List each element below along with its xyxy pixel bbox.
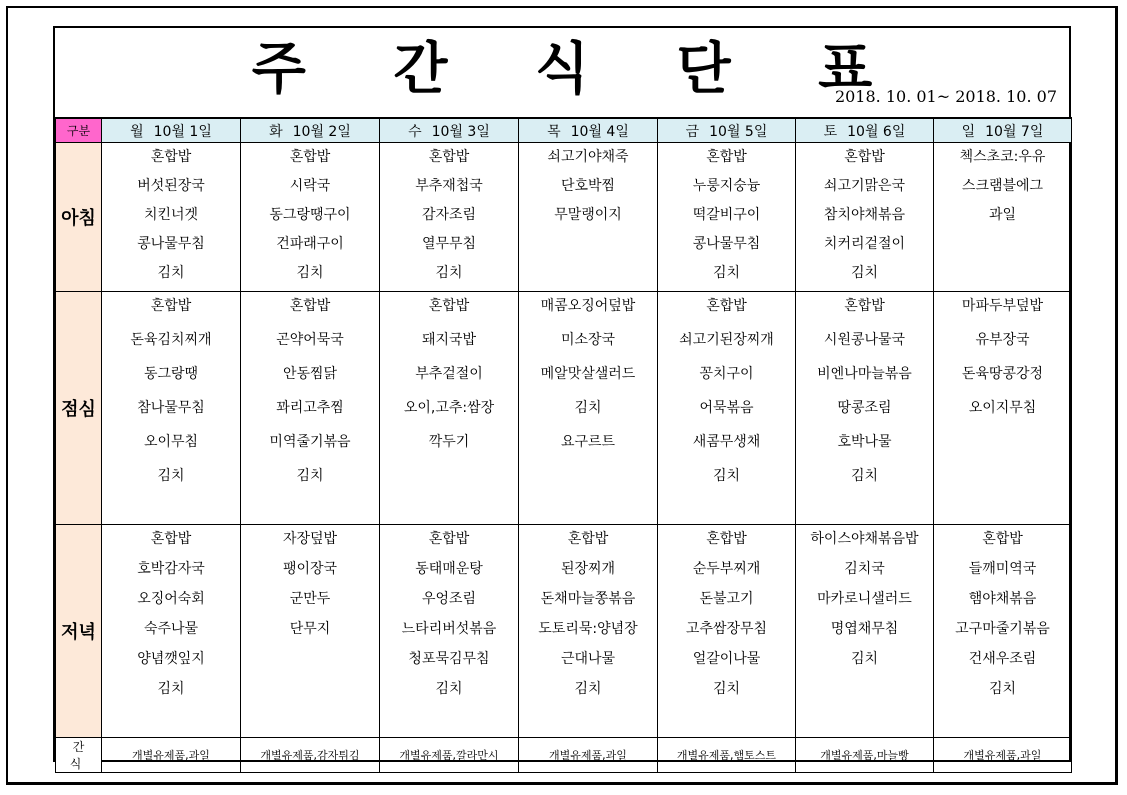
- menu-cell: [934, 292, 1072, 525]
- menu-item: 혼합밥: [844, 298, 885, 314]
- menu-item: 김치: [435, 681, 463, 697]
- menu-item: 순두부찌개: [692, 561, 761, 577]
- menu-cell: [934, 143, 1072, 292]
- menu-cell: [102, 525, 241, 738]
- menu-item: 땅콩조림: [837, 400, 892, 416]
- menu-cell: [796, 525, 934, 738]
- day-date: 10월 2일: [292, 123, 351, 140]
- menu-item: 오이무침: [143, 434, 199, 450]
- menu-item: 양념깻잎지: [137, 651, 205, 667]
- menu-item: 어묵볶음: [699, 400, 754, 416]
- snack-cell: 개별유제품,과일: [519, 738, 658, 773]
- menu-item: 혼합밥: [428, 298, 470, 314]
- menu-cell: [102, 292, 241, 525]
- weekly-menu-table: [55, 117, 1072, 773]
- menu-item: 새콤무생채: [692, 434, 761, 450]
- menu-item: 김치: [157, 468, 185, 484]
- menu-item: 돈육땅콩강정: [961, 366, 1044, 382]
- menu-cell: [934, 525, 1072, 738]
- breakfast-row: [56, 143, 1072, 292]
- menu-cell: [380, 143, 519, 292]
- snack-label: 간 식: [56, 738, 102, 773]
- menu-item: 팽이장국: [282, 561, 338, 577]
- meal-label: 저녁: [56, 525, 102, 738]
- menu-item: 동태매운탕: [415, 561, 483, 577]
- menu-cell: [796, 292, 934, 525]
- title-area: [55, 28, 1069, 117]
- day-header: [934, 118, 1072, 143]
- menu-item: 참나물무침: [137, 400, 205, 416]
- menu-item: 김치: [712, 681, 741, 697]
- menu-item: 쇠고기야채죽: [547, 149, 629, 165]
- menu-cell: [519, 143, 658, 292]
- menu-item: 얼갈이나물: [692, 651, 761, 667]
- category-header: 구분: [56, 118, 102, 143]
- menu-item: 근대나물: [560, 651, 616, 667]
- menu-item: 숙주나물: [143, 621, 199, 637]
- meal-label: 아침: [56, 143, 102, 292]
- menu-cell: [380, 292, 519, 525]
- snack-cell: 개별유제품,햄토스트: [658, 738, 796, 773]
- menu-item: 부추재첩국: [415, 178, 483, 194]
- day-header: [796, 118, 934, 143]
- menu-item: 요구르트: [560, 434, 616, 450]
- menu-item: 군만두: [289, 591, 331, 607]
- menu-item: 비엔나마늘볶음: [817, 366, 912, 382]
- menu-item: 혼합밥: [289, 149, 331, 165]
- page-title: 주 간 식 단 표: [251, 37, 907, 102]
- menu-item: 꽁치구이: [699, 366, 754, 382]
- day-weekday: 토: [823, 123, 838, 140]
- menu-item: 김치: [988, 681, 1017, 697]
- menu-cell: [241, 525, 380, 738]
- menu-item: 김치: [435, 265, 463, 281]
- menu-cell: [519, 292, 658, 525]
- menu-item: 시락국: [289, 178, 331, 194]
- menu-item: 열무무침: [421, 236, 477, 252]
- day-date: 10월 7일: [985, 123, 1044, 140]
- menu-item: 곤약어묵국: [276, 332, 344, 348]
- menu-item: 누룽지숭늉: [692, 178, 761, 194]
- day-header: [380, 118, 519, 143]
- menu-item: 매콤오징어덮밥: [540, 298, 636, 314]
- menu-item: 김치: [850, 265, 879, 281]
- day-date: 10월 1일: [153, 123, 212, 140]
- menu-item: 혼합밥: [289, 298, 331, 314]
- menu-item: 참치야채볶음: [823, 207, 906, 223]
- menu-item: 돈불고기: [699, 591, 754, 607]
- menu-item: 스크램블에그: [961, 178, 1044, 194]
- menu-item: 혼합밥: [844, 149, 885, 165]
- menu-item: 첵스초코:우유: [959, 149, 1046, 165]
- menu-cell: [380, 525, 519, 738]
- day-date: 10월 6일: [847, 123, 906, 140]
- menu-item: 깍두기: [428, 434, 470, 450]
- day-weekday: 수: [408, 123, 422, 140]
- menu-item: 시원콩나물국: [823, 332, 906, 348]
- snack-cell: 개별유제품,과일: [102, 738, 241, 773]
- menu-item: 하이스야채볶음밥: [810, 531, 919, 547]
- menu-cell: [241, 143, 380, 292]
- menu-item: 메알맛살샐러드: [540, 366, 636, 382]
- menu-item: 단무지: [289, 621, 331, 637]
- menu-item: 오이,고추:쌈장: [403, 400, 495, 416]
- menu-item: 오이지무침: [968, 400, 1037, 416]
- menu-item: 김치: [157, 681, 185, 697]
- menu-item: 김치: [157, 265, 185, 281]
- menu-item: 자장덮밥: [282, 531, 338, 547]
- menu-item: 돈육김치찌개: [130, 332, 212, 348]
- menu-item: 김치: [296, 265, 324, 281]
- dinner-row: [56, 525, 1072, 738]
- snack-cell: 개별유제품,깔라만시: [380, 738, 519, 773]
- menu-item: 건파래구이: [276, 236, 344, 252]
- snack-cell: 개별유제품,마늘빵: [796, 738, 934, 773]
- menu-item: 오징어숙회: [137, 591, 205, 607]
- menu-item: 쇠고기맑은국: [823, 178, 906, 194]
- menu-cell: [241, 292, 380, 525]
- menu-item: 안동찜닭: [282, 366, 338, 382]
- menu-cell: [519, 525, 658, 738]
- menu-item: 혼합밥: [567, 531, 609, 547]
- menu-cell: [796, 143, 934, 292]
- menu-item: 혼합밥: [428, 149, 470, 165]
- menu-item: 김치: [850, 651, 879, 667]
- meal-label: 점심: [56, 292, 102, 525]
- menu-item: 무말랭이지: [554, 207, 622, 223]
- menu-item: 과일: [988, 207, 1017, 223]
- snack-row: [56, 738, 1072, 773]
- menu-item: 들깨미역국: [968, 561, 1037, 577]
- menu-item: 김치: [574, 400, 602, 416]
- day-weekday: 일: [961, 123, 976, 140]
- menu-sheet: [53, 26, 1071, 771]
- date-range: 2018. 10. 01~ 2018. 10. 07: [834, 87, 1057, 106]
- menu-item: 치커리겉절이: [823, 236, 906, 252]
- menu-item: 호박감자국: [137, 561, 205, 577]
- menu-item: 돼지국밥: [421, 332, 477, 348]
- menu-item: 혼합밥: [982, 531, 1023, 547]
- menu-item: 부추겉절이: [415, 366, 483, 382]
- menu-item: 명엽채무침: [830, 621, 899, 637]
- menu-item: 고추쌈장무침: [685, 621, 768, 637]
- menu-item: 김치: [712, 265, 741, 281]
- day-weekday: 금: [685, 123, 700, 140]
- menu-item: 미소장국: [560, 332, 616, 348]
- menu-item: 미역줄기볶음: [269, 434, 351, 450]
- menu-item: 쇠고기된장찌개: [679, 332, 774, 348]
- menu-item: 건새우조림: [968, 651, 1037, 667]
- menu-item: 마카로니샐러드: [817, 591, 912, 607]
- menu-item: 혼합밥: [150, 149, 192, 165]
- menu-item: 꽈리고추찜: [276, 400, 344, 416]
- menu-item: 콩나물무침: [692, 236, 761, 252]
- menu-item: 단호박찜: [560, 178, 616, 194]
- snack-cell: 개별유제품,과일: [934, 738, 1072, 773]
- day-weekday: 목: [547, 123, 561, 140]
- menu-item: 김치: [296, 468, 324, 484]
- menu-item: 도토리묵:양념장: [538, 621, 638, 637]
- menu-item: 콩나물무침: [137, 236, 205, 252]
- menu-item: 김치: [712, 468, 741, 484]
- menu-item: 돈채마늘쫑볶음: [540, 591, 636, 607]
- day-header: [102, 118, 241, 143]
- snack-cell: 개별유제품,감자튀김: [241, 738, 380, 773]
- menu-item: 떡갈비구이: [692, 207, 761, 223]
- menu-item: 호박나물: [837, 434, 892, 450]
- menu-cell: [102, 143, 241, 292]
- menu-item: 유부장국: [975, 332, 1030, 348]
- menu-item: 된장찌개: [560, 561, 616, 577]
- menu-item: 혼합밥: [150, 531, 192, 547]
- menu-item: 혼합밥: [706, 149, 747, 165]
- menu-item: 김치: [850, 468, 879, 484]
- header-row: [56, 118, 1072, 143]
- day-header: [658, 118, 796, 143]
- day-date: 10월 4일: [570, 123, 629, 140]
- menu-item: 혼합밥: [150, 298, 192, 314]
- menu-item: 혼합밥: [706, 298, 747, 314]
- menu-item: 우엉조림: [421, 591, 477, 607]
- menu-item: 느타리버섯볶음: [401, 621, 497, 637]
- menu-item: 혼합밥: [706, 531, 747, 547]
- menu-item: 치킨너겟: [143, 207, 199, 223]
- menu-cell: [658, 525, 796, 738]
- menu-item: 김치: [574, 681, 602, 697]
- menu-item: 동그랑땡: [143, 366, 199, 382]
- menu-item: 햄야채볶음: [968, 591, 1037, 607]
- day-date: 10월 3일: [431, 123, 490, 140]
- menu-item: 마파두부덮밥: [961, 298, 1044, 314]
- day-date: 10월 5일: [709, 123, 768, 140]
- menu-item: 고구마줄기볶음: [955, 621, 1050, 637]
- lunch-row: [56, 292, 1072, 525]
- menu-item: 혼합밥: [428, 531, 470, 547]
- menu-cell: [658, 143, 796, 292]
- menu-cell: [658, 292, 796, 525]
- menu-item: 김치국: [844, 561, 885, 577]
- day-header: [519, 118, 658, 143]
- menu-item: 동그랑땡구이: [269, 207, 351, 223]
- menu-item: 버섯된장국: [137, 178, 205, 194]
- day-weekday: 월: [130, 123, 144, 140]
- menu-item: 감자조림: [421, 207, 477, 223]
- day-header: [241, 118, 380, 143]
- day-weekday: 화: [269, 123, 283, 140]
- menu-item: 청포묵김무침: [408, 651, 490, 667]
